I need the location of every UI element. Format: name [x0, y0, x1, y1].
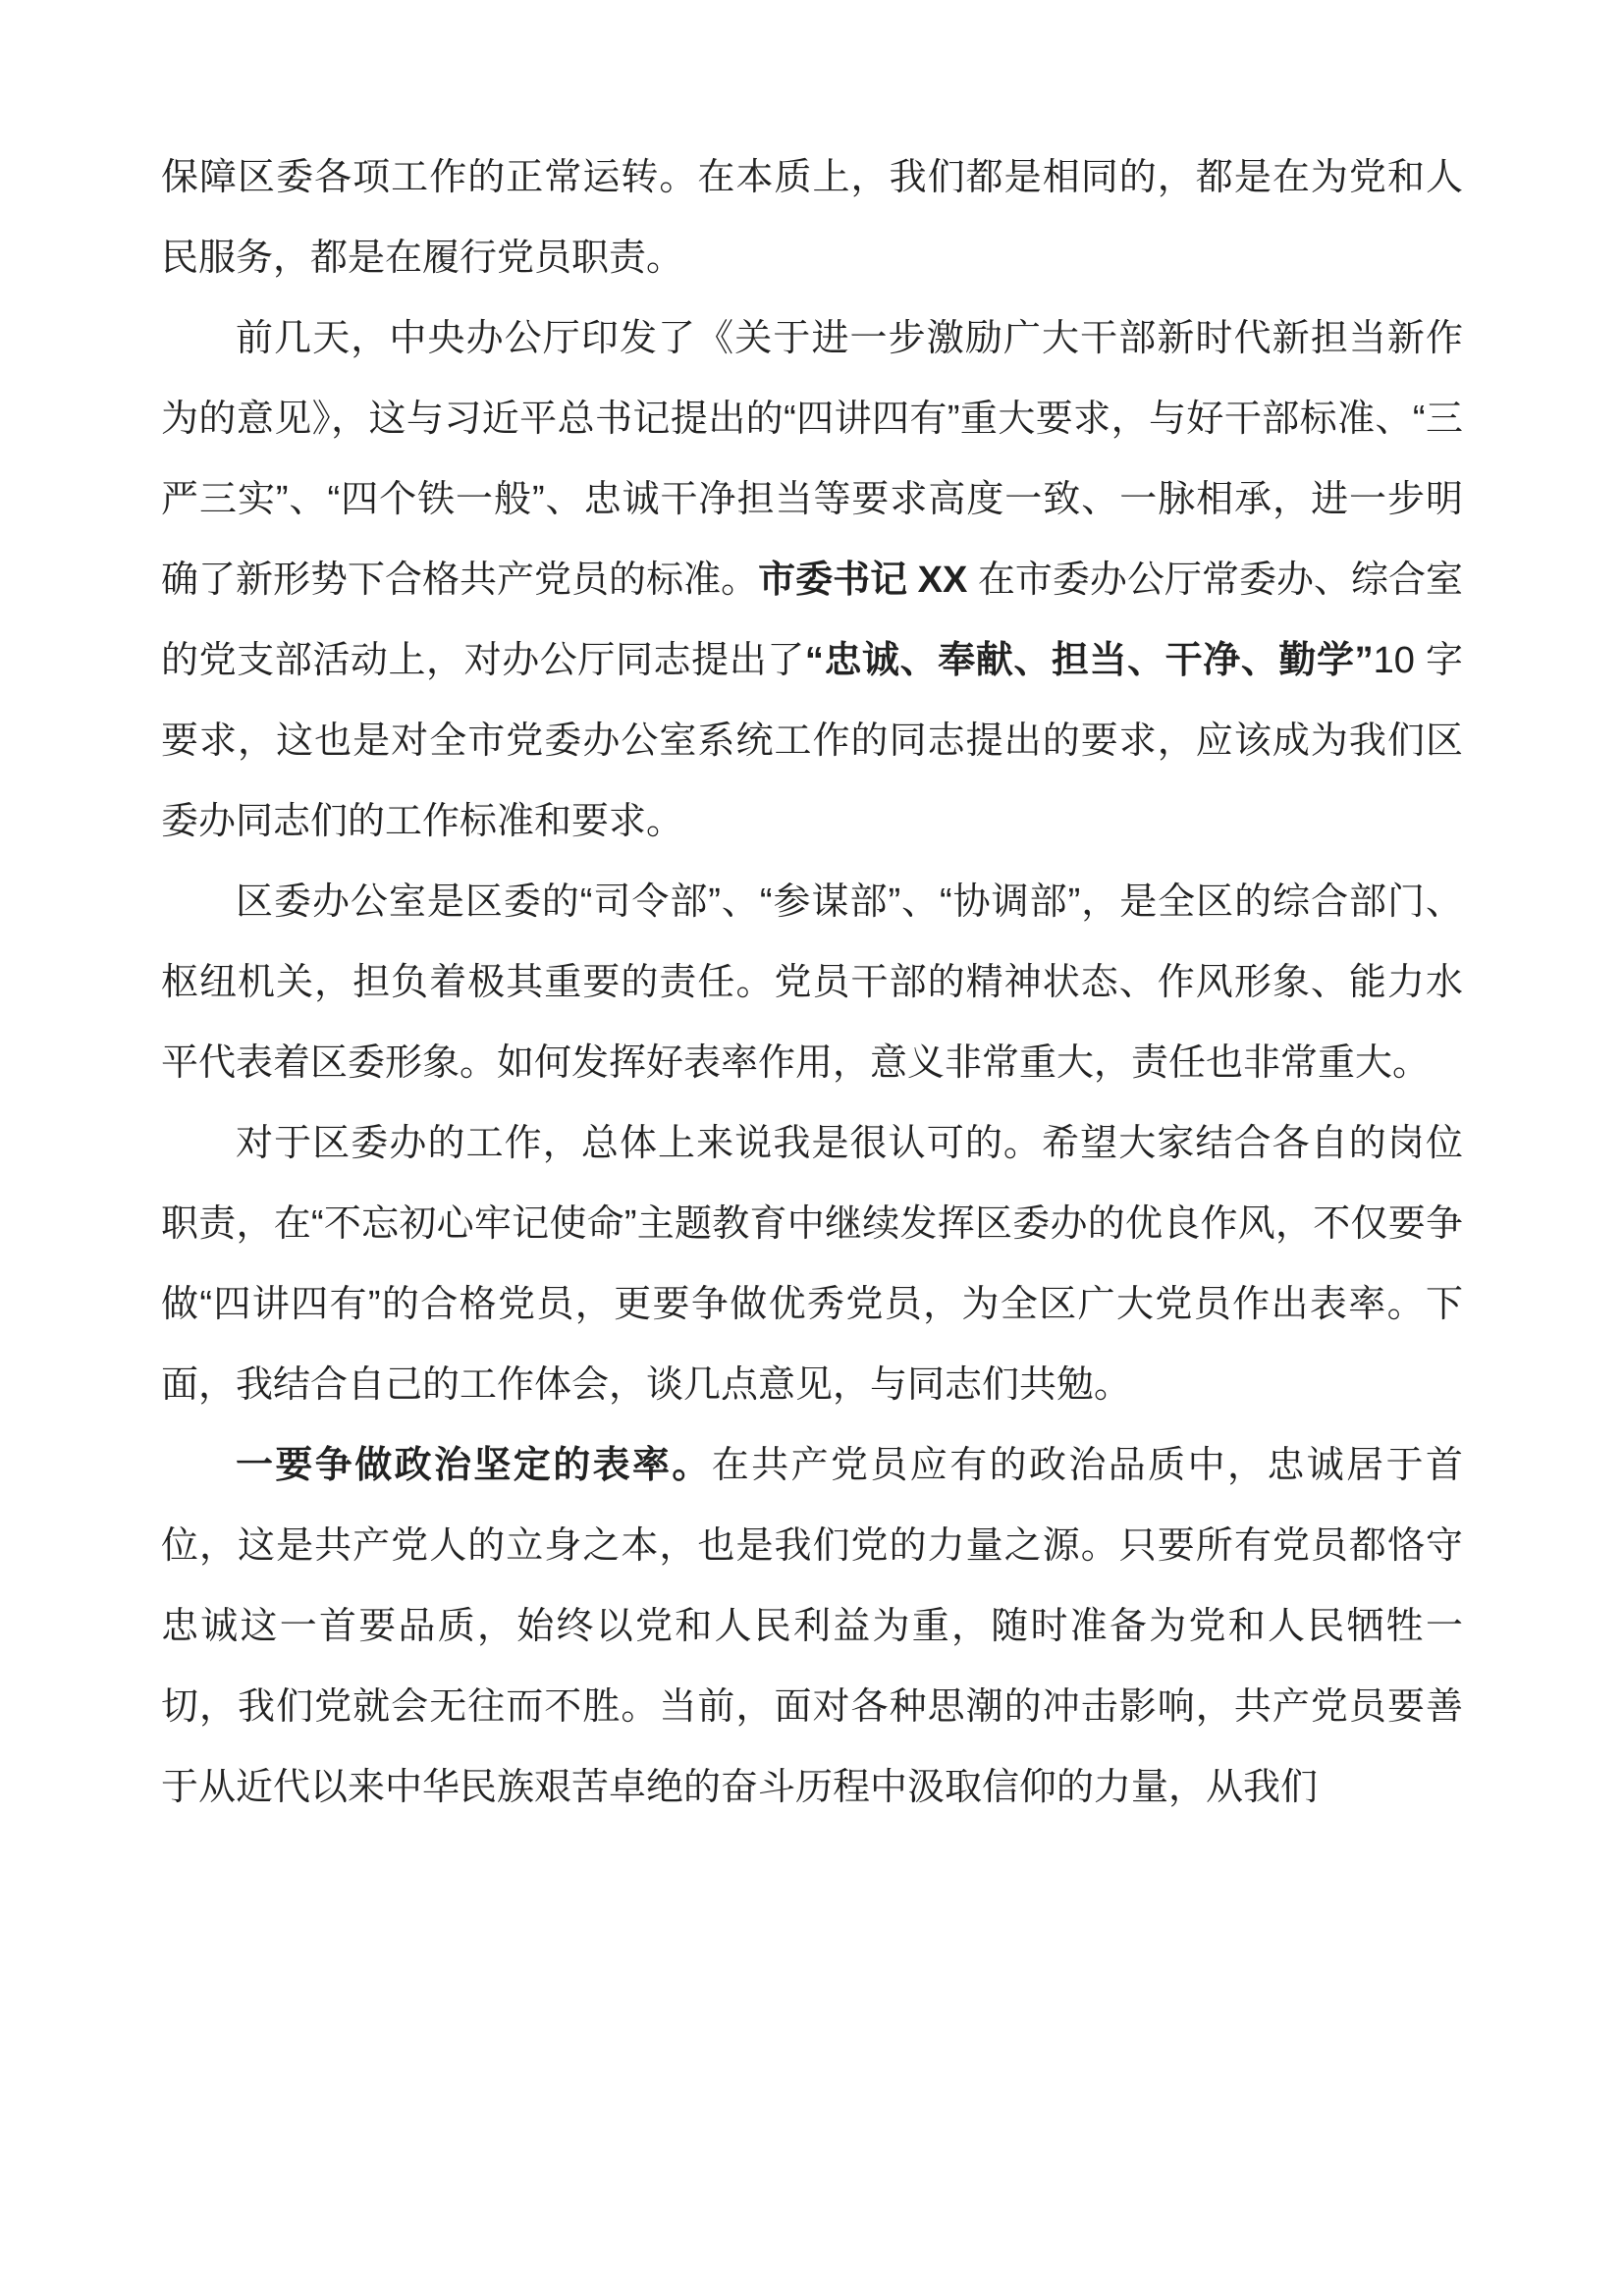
paragraph-text: 对于区委办的工作，总体上来说我是很认可的。希望大家结合各自的岗位职责，在“不忘初心牢记使命”主题教育中继续发挥区委办的优良作风，不仅要争做“四讲四有”的合格党员，更要争做优秀党员，为全区广大党员作出表率。下面，我结合自己的工作体会，谈几点意见，与同志们共勉。	[161, 1123, 1463, 1406]
paragraph-text-bold: 市委书记 XX	[758, 560, 978, 601]
paragraph	[161, 1103, 1463, 1425]
paragraph-text: 10 字要求，这也是对全市党委办公室系统工作的同志提出的要求，应该成为我们区委办同志们的工作标准和要求。	[161, 640, 1463, 842]
paragraph-text-bold: 一要争做政治坚定的表率。	[236, 1445, 712, 1486]
paragraph-text: 区委办公室是区委的“司令部”、“参谋部”、“协调部”，是全区的综合部门、枢纽机关，担负着极其重要的责任。党员干部的精神状态、作风形象、能力水平代表着区委形象。如何发挥好表率作用，意义非常重大，责任也非常重大。	[161, 881, 1463, 1084]
paragraph	[161, 298, 1463, 862]
paragraph-text: 前几天，中央办公厅印发了《关于进一步激励广大干部新时代新担当新作为的意见》，这与习近平总书记提出的“四讲四有”重大要求，与好干部标准、“三严三实”、“四个铁一般”、忠诚干净担当等要求高度一致、一脉相承，进一步明确了新形势下合格共产党员的标准。	[161, 318, 1463, 601]
paragraph	[161, 137, 1463, 298]
paragraph	[161, 862, 1463, 1103]
paragraph-text: 在市委办公厅常委办、综合室的党支部活动上，对办公厅同志提出了	[161, 560, 1463, 681]
paragraph-text-bold: “忠诚、奉献、担当、干净、勤学”	[804, 640, 1374, 681]
paragraph-text: 保障区委各项工作的正常运转。在本质上，我们都是相同的，都是在为党和人民服务，都是在履行党员职责。	[161, 157, 1463, 279]
paragraph	[161, 1425, 1463, 1828]
paragraph-text: 在共产党员应有的政治品质中，忠诚居于首位，这是共产党人的立身之本，也是我们党的力量之源。只要所有党员都恪守忠诚这一首要品质，始终以党和人民利益为重，随时准备为党和人民牺牲一切，我们党就会无往而不胜。当前，面对各种思潮的冲击影响，共产党员要善于从近代以来中华民族艰苦卓绝的奋斗历程中汲取信仰的力量，从我们	[161, 1445, 1463, 1808]
